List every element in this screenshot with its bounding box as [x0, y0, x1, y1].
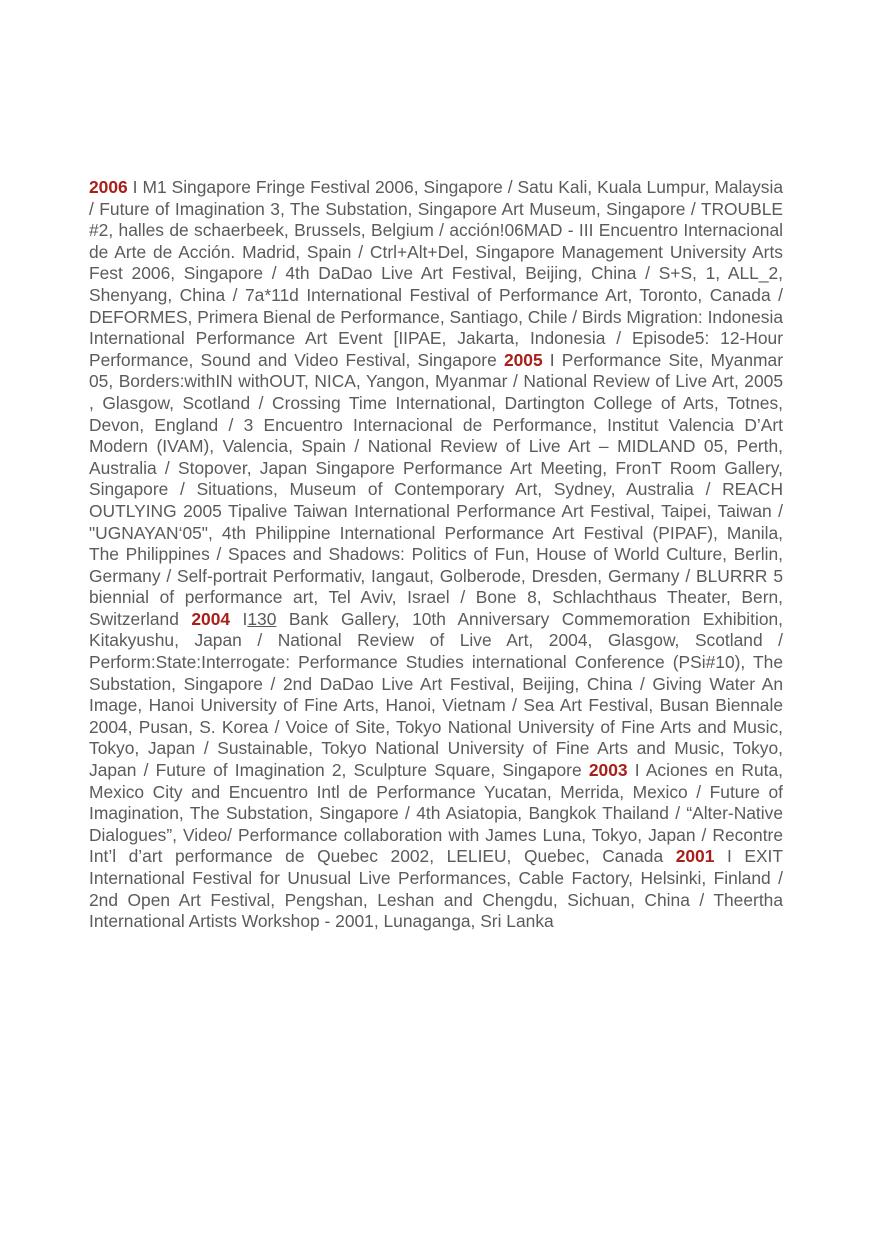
entries-2003: I Aciones en Ruta, Mexico City and Encuentro Intl de Performance Yucatan, Merrida, Mexico / Future of Imagination, The Substation, Singapore / 4th Asiatopia, Bangkok Thailand / “Alter-Native Dialogues”, Video/ Performance collaboration with James Luna, Tokyo, Japan / Recontre Int’l d’art performance de Quebec 2002, LELIEU, Quebec, Canada [89, 760, 783, 867]
entries-2004-underlined: 130 [247, 608, 277, 629]
year-2001: 2001 [675, 846, 715, 867]
year-2006: 2006 [89, 177, 128, 197]
year-2003: 2003 [588, 760, 628, 781]
year-2005: 2005 [503, 349, 543, 370]
entries-2004: Bank Gallery, 10th Anniversary Commemoration Exhibition, Kitakyushu, Japan / National Review of Live Art, 2004, Glasgow, Scotland / Perform:State:Interrogate: Performance Studies international Conference (PSi#10), The Substation, Singapore / 2nd DaDao Live Art Festival, Beijing, China / Giving Water An Image, Hanoi University of Fine Arts, Hanoi, Vietnam / Sea Art Festival, Busan Biennale 2004, Pusan, S. Korea / Voice of Site, Tokyo National University of Fine Arts and Music, Tokyo, Japan / Sustainable, Tokyo National University of Fine Arts and Music, Tokyo, Japan / Future of Imagination 2, Sculpture Square, Singapore [89, 608, 783, 781]
entries-2005: I Performance Site, Myanmar 05, Borders:withIN withOUT, NICA, Yangon, Myanmar / National Review of Live Art, 2005 , Glasgow, Scotland / Crossing Time International, Dartington College of Arts, Totnes, Devon, England / 3 Encuentro Internacional de Performance, Institut Valencia D’Art Modern (IVAM), Valencia, Spain / National Review of Live Art – MIDLAND 05, Perth, Australia / Stopover, Japan Singapore Performance Art Meeting, FronT Room Gallery, Singapore / Situations, Museum of Contemporary Art, Sydney, Australia / REACH OUTLYING 2005 Tipalive Taiwan International Performance Art Festival, Taipei, Taiwan / "UGNAYAN‘05", 4th Philippine International Performance Art Festival (PIPAF), Manila, The Philippines / Spaces and Shadows: Politics of Fun, House of World Culture, Berlin, Germany / Self-portrait Performativ, Iangaut, Golberode, Dresden, Germany / BLURRR 5 biennial of performance art, Tel Aviv, Israel / Bone 8, Schlachthaus Theater, Bern, Switzerland [89, 349, 783, 629]
entries-2006: I M1 Singapore Fringe Festival 2006, Singapore / Satu Kali, Kuala Lumpur, Malaysia / Future of Imagination 3, The Substation, Singapore Art Museum, Singapore / TROUBLE #2, halles de schaerbeek, Brussels, Belgium / acción!06MAD - III Encuentro Internacional de Arte de Acción. Madrid, Spain / Ctrl+Alt+Del, Singapore Management University Arts Fest 2006, Singapore / 4th DaDao Live Art Festival, Beijing, China / S+S, 1, ALL_2, Shenyang, China / 7a*11d International Festival of Performance Art, Toronto, Canada / DEFORMES, Primera Bienal de Performance, Santiago, Chile / Birds Migration: Indonesia International Performance Art Event [IIPAE, Jakarta, Indonesia / Episode5: 12-Hour Performance, Sound and Video Festival, Singapore [89, 177, 783, 370]
year-2004: 2004 [191, 608, 231, 629]
entries-2004-prefix: I [230, 608, 248, 629]
entries-2001: I EXIT International Festival for Unusual Live Performances, Cable Factory, Helsinki, Finland / 2nd Open Art Festival, Pengshan, Leshan and Chengdu, Sichuan, China / Theertha International Artists Workshop - 2001, Lunaganga, Sri Lanka [89, 846, 784, 932]
exhibition-history-paragraph [89, 177, 783, 933]
